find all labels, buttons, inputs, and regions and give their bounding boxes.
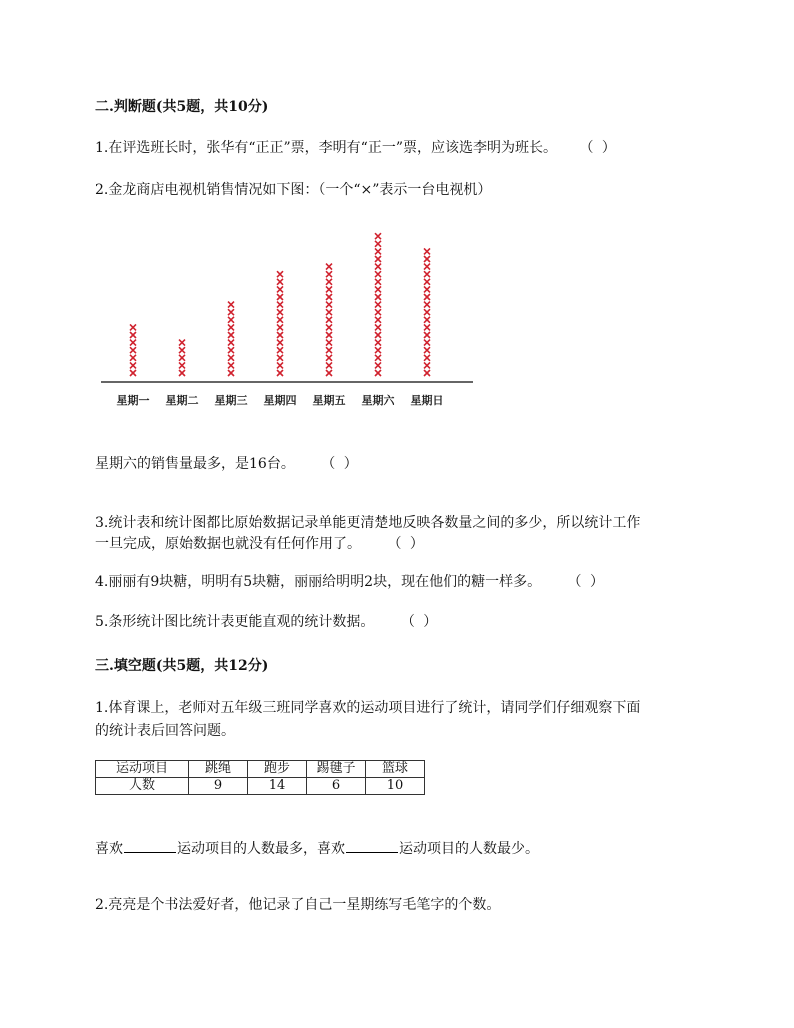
- x-mark: [424, 294, 430, 300]
- x-mark: [326, 317, 332, 323]
- x-mark: [179, 362, 185, 368]
- answer-paren-2-2[interactable]: （ ）: [321, 456, 360, 472]
- x-mark: [326, 324, 332, 330]
- answer-paren-2-4[interactable]: （ ）: [567, 574, 606, 590]
- x-mark: [375, 347, 381, 353]
- x-mark: [228, 347, 234, 353]
- x-mark: [179, 340, 185, 346]
- fill-suffix: 运动项目的人数最少。: [399, 841, 539, 857]
- question-2-4: [95, 571, 606, 591]
- x-mark: [277, 332, 283, 338]
- x-mark: [228, 332, 234, 338]
- x-mark: [326, 286, 332, 292]
- x-mark: [326, 271, 332, 277]
- fill-prefix: 喜欢: [95, 841, 123, 857]
- question-2-1: [95, 137, 618, 157]
- x-mark: [130, 370, 136, 376]
- x-mark: [424, 256, 430, 262]
- x-tick-label: 星期二: [165, 394, 199, 407]
- question-2-2: 2.金龙商店电视机销售情况如下图：（一个“×”表示一台电视机）: [95, 182, 492, 198]
- x-mark: [375, 264, 381, 270]
- fill-blank-least[interactable]: [346, 838, 398, 853]
- x-mark: [277, 355, 283, 361]
- x-mark: [277, 279, 283, 285]
- x-tick-label: 星期五: [312, 394, 346, 407]
- section-2-title: 二.判断题(共5题，共10分): [95, 99, 269, 115]
- x-mark: [228, 362, 234, 368]
- x-mark: [326, 332, 332, 338]
- x-mark: [375, 340, 381, 346]
- x-mark: [424, 248, 430, 254]
- x-mark: [424, 286, 430, 292]
- x-mark: [326, 264, 332, 270]
- x-mark: [424, 264, 430, 270]
- table-header-cell: 篮球: [366, 761, 425, 778]
- x-mark: [179, 355, 185, 361]
- x-mark: [228, 302, 234, 308]
- answer-paren-2-3[interactable]: （ ）: [387, 536, 426, 552]
- answer-paren-2-1[interactable]: （ ）: [579, 140, 618, 156]
- table-cell: 14: [248, 778, 307, 795]
- x-mark: [375, 309, 381, 315]
- x-tick-label: 星期日: [410, 394, 444, 407]
- question-3-1-line2: 的统计表后回答问题。: [95, 723, 235, 739]
- x-tick-label: 星期一: [116, 394, 150, 407]
- x-mark: [375, 324, 381, 330]
- x-mark: [375, 286, 381, 292]
- x-tick-label: 星期六: [361, 394, 395, 407]
- question-2-3-line2: [95, 533, 426, 553]
- tv-sales-dot-plot: [95, 215, 480, 415]
- question-3-2: 2.亮亮是个书法爱好者，他记录了自己一星期练写毛笔字的个数。: [95, 897, 501, 913]
- x-mark: [130, 347, 136, 353]
- x-mark: [228, 317, 234, 323]
- x-mark: [375, 370, 381, 376]
- x-mark: [424, 302, 430, 308]
- x-mark: [277, 347, 283, 353]
- x-mark: [326, 347, 332, 353]
- x-tick-label: 星期三: [214, 394, 248, 407]
- section-3-title: 三.填空题(共5题，共12分): [95, 658, 269, 674]
- x-mark: [424, 340, 430, 346]
- table-header-cell: 跑步: [248, 761, 307, 778]
- x-mark: [375, 332, 381, 338]
- x-mark: [228, 370, 234, 376]
- x-mark: [179, 370, 185, 376]
- x-mark: [130, 340, 136, 346]
- table-cell: 9: [189, 778, 248, 795]
- x-mark: [424, 362, 430, 368]
- table-header-cell: 运动项目: [96, 761, 189, 778]
- x-mark: [326, 340, 332, 346]
- x-mark: [375, 317, 381, 323]
- table-header-row: [96, 761, 425, 778]
- x-mark: [424, 309, 430, 315]
- table-header-cell: 跳绳: [189, 761, 248, 778]
- x-mark: [277, 324, 283, 330]
- x-mark: [424, 332, 430, 338]
- x-mark: [277, 271, 283, 277]
- table-row: [96, 778, 425, 795]
- sports-stats-table: [95, 760, 425, 795]
- x-mark: [375, 241, 381, 247]
- x-mark: [326, 370, 332, 376]
- x-mark: [277, 302, 283, 308]
- x-mark: [424, 355, 430, 361]
- x-mark: [424, 370, 430, 376]
- x-mark: [326, 362, 332, 368]
- x-mark: [277, 286, 283, 292]
- x-mark: [277, 362, 283, 368]
- x-mark: [130, 355, 136, 361]
- x-mark: [130, 332, 136, 338]
- x-mark: [375, 256, 381, 262]
- x-mark: [130, 362, 136, 368]
- x-mark: [375, 362, 381, 368]
- x-mark: [375, 302, 381, 308]
- table-cell: 10: [366, 778, 425, 795]
- question-2-2-statement: [95, 453, 360, 473]
- x-mark: [424, 317, 430, 323]
- x-mark: [228, 309, 234, 315]
- x-mark: [326, 302, 332, 308]
- x-mark: [326, 355, 332, 361]
- x-mark: [277, 370, 283, 376]
- x-mark: [228, 355, 234, 361]
- x-mark: [228, 340, 234, 346]
- question-3-1-fill: [95, 838, 539, 858]
- table-cell: 6: [307, 778, 366, 795]
- x-mark: [375, 271, 381, 277]
- x-mark: [179, 347, 185, 353]
- x-mark: [326, 294, 332, 300]
- x-tick-label: 星期四: [263, 394, 297, 407]
- x-mark: [277, 294, 283, 300]
- x-mark: [326, 279, 332, 285]
- x-mark: [375, 355, 381, 361]
- answer-paren-2-5[interactable]: （ ）: [400, 614, 440, 630]
- x-mark: [277, 340, 283, 346]
- fill-mid: 运动项目的人数最多，喜欢: [177, 841, 345, 857]
- x-mark: [130, 324, 136, 330]
- x-mark: [424, 347, 430, 353]
- x-mark: [375, 248, 381, 254]
- x-mark: [424, 279, 430, 285]
- question-3-1-line1: 1.体育课上，老师对五年级三班同学喜欢的运动项目进行了统计，请同学们仔细观察下面: [95, 700, 641, 716]
- x-mark: [326, 309, 332, 315]
- x-mark: [277, 317, 283, 323]
- x-mark: [424, 324, 430, 330]
- question-2-3-line2-text: 一旦完成，原始数据也就没有任何作用了。: [95, 536, 361, 552]
- table-cell: 人数: [96, 778, 189, 795]
- question-2-4-text: 4.丽丽有9块糖，明明有5块糖，丽丽给明明2块，现在他们的糖一样多。: [95, 574, 542, 590]
- fill-blank-most[interactable]: [124, 838, 176, 853]
- question-2-5: [95, 611, 439, 631]
- x-mark: [375, 233, 381, 239]
- x-mark: [277, 309, 283, 315]
- x-mark: [228, 324, 234, 330]
- x-mark: [375, 279, 381, 285]
- question-2-5-text: 5.条形统计图比统计表更能直观的统计数据。: [95, 614, 375, 630]
- x-mark: [424, 271, 430, 277]
- question-2-2-statement-text: 星期六的销售量最多，是16台。: [95, 456, 295, 472]
- table-header-cell: 踢毽子: [307, 761, 366, 778]
- x-mark: [375, 294, 381, 300]
- question-2-3-line1: 3.统计表和统计图都比原始数据记录单能更清楚地反映各数量之间的多少，所以统计工作: [95, 515, 641, 531]
- question-2-1-text: 1.在评选班长时，张华有“正正”票，李明有“正一”票，应该选李明为班长。: [95, 140, 557, 156]
